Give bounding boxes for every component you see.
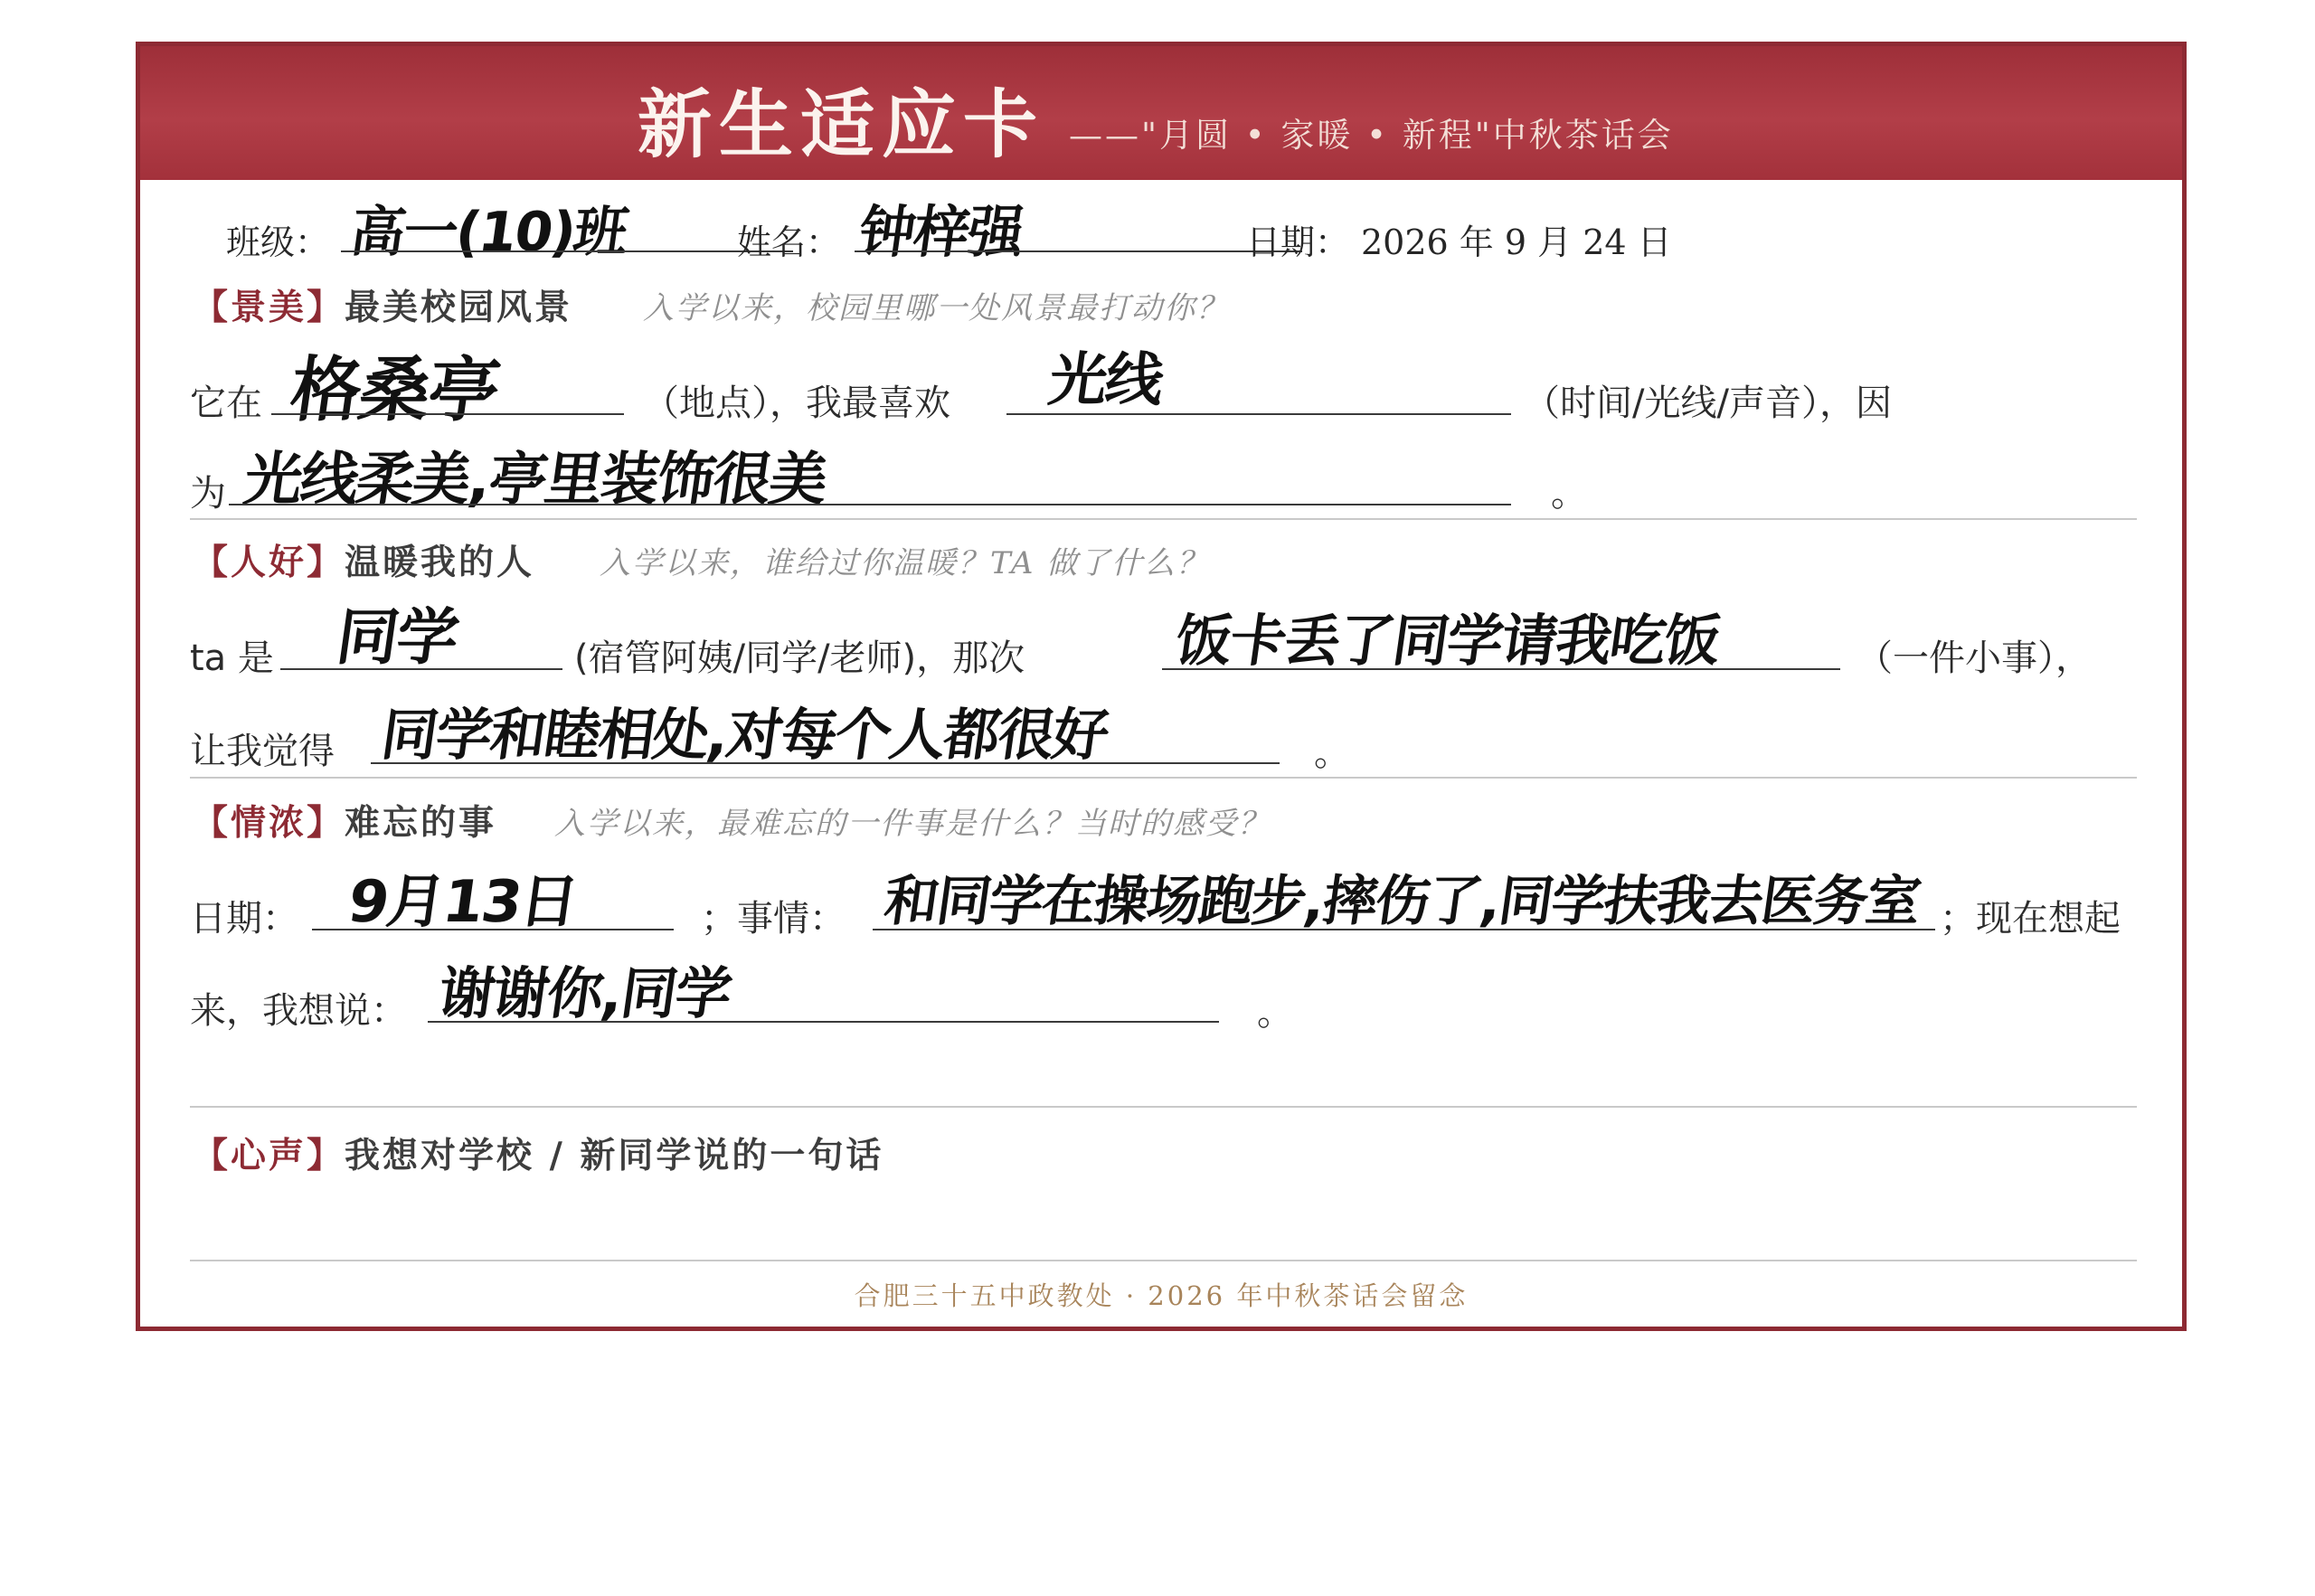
memory-say-underline (428, 1021, 1219, 1023)
scenery-place-note: （地点），我最喜欢 (643, 382, 950, 424)
memory-event-label: ；事情： (701, 898, 846, 940)
section-memory-title: 难忘的事 (345, 802, 497, 844)
divider-4 (190, 1260, 2137, 1261)
divider-2 (190, 777, 2137, 779)
section-scenery-heading (193, 279, 572, 330)
scenery-reason-underline (229, 504, 1511, 505)
memory-event-underline (873, 929, 1935, 930)
memory-date-underline (312, 929, 674, 930)
section-memory-heading (193, 795, 496, 845)
people-end: 。 (1314, 732, 1350, 774)
adaptation-card (136, 42, 2187, 1331)
memory-say-prefix: 来，我想说： (190, 990, 407, 1032)
scenery-likes-underline (1006, 413, 1511, 415)
card-header (140, 46, 2182, 180)
divider-3 (190, 1106, 2137, 1108)
date-value: 2026 年 9 月 24 日 (1361, 222, 1672, 262)
scenery-reason-value[interactable]: 光线柔美,亭里装饰很美 (240, 447, 831, 514)
memory-after: ；现在想起 (1940, 898, 2121, 940)
section-people-title: 温暖我的人 (345, 542, 535, 583)
scenery-likes-note: （时间/光线/声音），因 (1524, 382, 1892, 424)
memory-date-label: 日期： (190, 898, 298, 940)
name-underline (855, 250, 1302, 252)
scenery-prefix: 它在 (190, 382, 262, 424)
memory-date-value[interactable]: 9月13日 (344, 869, 581, 936)
name-value[interactable]: 钟梓强 (855, 199, 1027, 265)
voice-answer-area[interactable] (190, 1182, 2137, 1254)
section-voice-tag: 【心声】 (193, 1135, 345, 1176)
people-feel-prefix: 让我觉得 (190, 731, 335, 772)
card-title: 新生适应卡 (638, 81, 1045, 168)
scenery-end: 。 (1551, 473, 1587, 515)
scenery-likes-value[interactable]: 光线 (1044, 347, 1167, 414)
people-feel-underline (371, 762, 1280, 764)
people-who-note: (宿管阿姨/同学/老师)，那次 (574, 637, 1025, 679)
memory-say-value[interactable]: 谢谢你,同学 (434, 960, 735, 1026)
section-people-heading (193, 534, 534, 585)
section-memory-hint: 入学以来，最难忘的一件事是什么？当时的感受？ (554, 806, 1271, 842)
people-event-underline (1162, 668, 1840, 670)
people-who-underline (280, 668, 562, 670)
scenery-reason-prefix: 为 (190, 473, 226, 515)
card-footer: 合肥三十五中政教处 · 2026 年中秋茶话会留念 (854, 1280, 1469, 1311)
card-subtitle: ——"月圆 • 家暖 • 新程"中秋茶话会 (1069, 116, 1674, 155)
people-feel-value[interactable]: 同学和睦相处,对每个人都很好 (377, 702, 1112, 768)
class-label: 班级： (226, 222, 330, 262)
people-event-note: （一件小事）， (1857, 637, 2092, 679)
memory-event-value[interactable]: 和同学在操场跑步,摔伤了,同学扶我去医务室 (880, 870, 1923, 933)
people-who-value[interactable]: 同学 (332, 602, 462, 674)
people-prefix: ta 是 (190, 637, 274, 679)
people-event-value[interactable]: 饭卡丢了同学请我吃饭 (1171, 608, 1724, 674)
section-people-tag: 【人好】 (193, 542, 345, 583)
memory-end: 。 (1257, 992, 1293, 1034)
class-underline (341, 250, 793, 252)
date-label: 日期： (1246, 222, 1350, 262)
section-scenery-title: 最美校园风景 (345, 287, 573, 328)
divider-1 (190, 518, 2137, 520)
name-label: 姓名： (737, 222, 841, 262)
section-people-hint: 入学以来，谁给过你温暖？TA 做了什么？ (600, 545, 1210, 581)
section-voice-heading (193, 1128, 883, 1178)
scenery-place-value[interactable]: 格桑亭 (285, 350, 504, 431)
section-scenery-hint: 入学以来，校园里哪一处风景最打动你？ (643, 290, 1229, 326)
class-value[interactable]: 高一(10)班 (346, 201, 631, 264)
section-voice-title: 我想对学校 / 新同学说的一句话 (345, 1135, 884, 1176)
section-memory-tag: 【情浓】 (193, 802, 345, 844)
scenery-place-underline (271, 413, 624, 415)
section-scenery-tag: 【景美】 (193, 287, 345, 328)
